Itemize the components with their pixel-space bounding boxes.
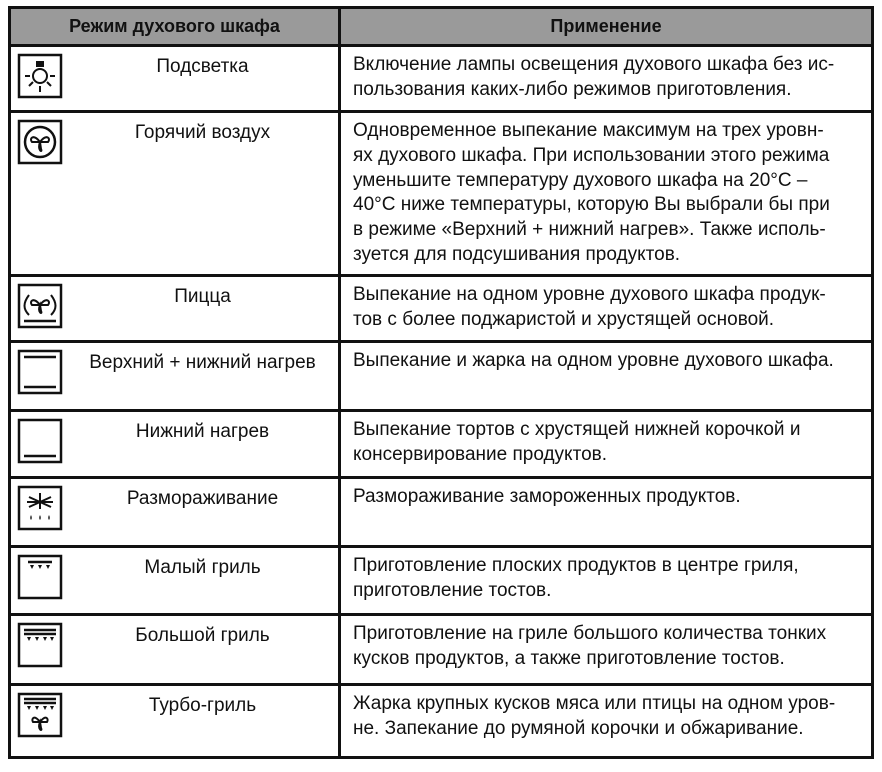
- fan-icon: [17, 119, 63, 165]
- mode-cell: [11, 616, 341, 683]
- table-header: [11, 9, 871, 47]
- mode-name: Турбо-гриль: [148, 695, 257, 716]
- table-row: [11, 479, 871, 548]
- mode-name: Горячий воздух: [134, 122, 271, 143]
- mode-cell: [11, 686, 341, 756]
- table-row: [11, 548, 871, 616]
- mode-description: Выпекание тортов с хрустящей нижней корочкой и консервирование продуктов.: [353, 419, 801, 465]
- mode-name: Малый гриль: [144, 557, 261, 578]
- mode-description: Включение лампы освещения духового шкафа без ис- пользования каких-либо режимов приготовления.: [353, 54, 835, 100]
- large-grill-icon: [17, 622, 63, 668]
- mode-cell: [11, 412, 341, 476]
- mode-cell: [11, 343, 341, 409]
- bottom-heat-icon: [17, 418, 63, 464]
- mode-cell: [11, 548, 341, 613]
- defrost-icon: [17, 485, 63, 531]
- mode-name: Размораживание: [126, 488, 279, 509]
- light-bulb-icon: [17, 53, 63, 99]
- mode-description: Размораживание замороженных продуктов.: [353, 486, 741, 507]
- mode-name: Подсветка: [156, 56, 249, 77]
- small-grill-icon: [17, 554, 63, 600]
- top-bottom-heat-icon: [17, 349, 63, 395]
- mode-description: Приготовление на гриле большого количества тонких кусков продуктов, а также приготовление тостов.: [353, 623, 827, 669]
- table-row: [11, 277, 871, 343]
- mode-column-header: Режим духового шкафа: [11, 9, 341, 44]
- mode-cell: [11, 479, 341, 545]
- table-row: [11, 113, 871, 277]
- mode-name: Пицца: [174, 286, 231, 307]
- mode-cell: [11, 277, 341, 340]
- mode-description: Приготовление плоских продуктов в центре гриля, приготовление тостов.: [353, 555, 799, 601]
- turbo-grill-icon: [17, 692, 63, 738]
- table-row: [11, 686, 871, 756]
- mode-description: Одновременное выпекание максимум на трех уровн- ях духового шкафа. При использовании этого режима уменьшите температуру духового шкафа на 20°С – 40°С ниже температуры, которую Вы выбрали бы при в режиме «Верхний + нижний нагрев». Также исполь- зуется для подсушивания продуктов.: [353, 120, 830, 265]
- mode-name: Большой гриль: [135, 625, 270, 646]
- table-row: [11, 616, 871, 686]
- mode-name: Верхний + нижний нагрев: [89, 352, 316, 373]
- usage-column-header: Применение: [550, 16, 662, 36]
- table-row: [11, 412, 871, 479]
- table-row: [11, 343, 871, 412]
- mode-description: Жарка крупных кусков мяса или птицы на одном уров- не. Запекание до румяной корочки и обжаривание.: [353, 693, 836, 739]
- pizza-fan-icon: [17, 283, 63, 329]
- mode-description: Выпекание и жарка на одном уровне духового шкафа.: [353, 350, 834, 371]
- table-row: [11, 47, 871, 113]
- mode-name: Нижний нагрев: [135, 421, 270, 442]
- mode-cell: [11, 113, 341, 274]
- oven-modes-table: [8, 6, 874, 759]
- mode-description: Выпекание на одном уровне духового шкафа продук- тов с более поджаристой и хрустящей основой.: [353, 284, 826, 330]
- mode-cell: [11, 47, 341, 110]
